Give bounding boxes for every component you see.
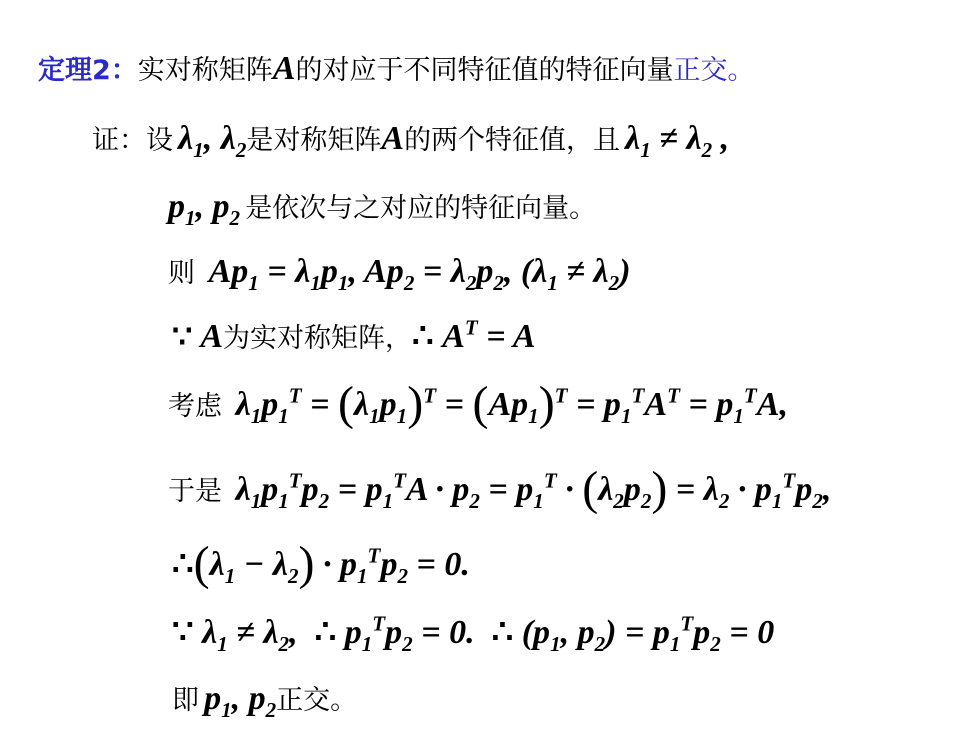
proof-text-2: 的两个特征值，且 (404, 125, 621, 156)
conclusion-vectors: $p_1$, $p_2$ (204, 680, 277, 722)
proof-line-3 (168, 253, 631, 295)
theorem-text: 实对称矩阵 (137, 55, 273, 86)
theorem-text-2: 的对应于不同特征值的特征向量 (295, 55, 674, 86)
matrix-a: A (200, 318, 224, 355)
then-label: 则 (168, 258, 195, 289)
eigen-equations: $Ap_1 = \lambda_1p_1$, $Ap_2 = \lambda_2p_2$, $(\lambda_1 \ne \lambda_2)$ (200, 253, 631, 295)
proof-line-5 (168, 377, 788, 430)
proof-line-6 (168, 462, 832, 515)
thus-label: 于是 (168, 476, 222, 507)
consider-label: 考虑 (168, 391, 222, 422)
therefore-formula: $\therefore(\lambda_1 - \lambda_2) \cdot p_1^Tp_2 = 0$. (172, 537, 470, 590)
because-symbol: ∵ (172, 318, 201, 354)
inequality-formula: $\lambda_1 \ne \lambda_2$ , (625, 120, 730, 162)
proof-line-4 (172, 315, 536, 355)
theorem-highlight: 正交。 (673, 55, 755, 86)
matrix-a: A (381, 120, 405, 157)
because-text: 为实对称矩阵， (223, 323, 413, 354)
proof-prefix: 证：设 (92, 125, 173, 156)
proof-line-7 (172, 537, 470, 590)
conclusion-text: 正交。 (276, 685, 358, 716)
conclusion-label: 即 (172, 685, 199, 716)
vectors-formula: $p_1$, $p_2$ (168, 188, 241, 230)
matrix-a: A (272, 50, 296, 87)
proof-text-1: 是对称矩阵 (246, 125, 382, 156)
proof-line-1 (92, 120, 730, 162)
theorem-line (38, 52, 754, 86)
transpose-equation: ∴ $A^T = A$ (412, 315, 536, 355)
theorem-label: 定理2： (38, 55, 138, 86)
eigenvalues-formula: $\lambda_1$, $\lambda_2$ (178, 120, 247, 162)
consider-formula: $\lambda_1p_1^T = (\lambda_1p_1)^T = (Ap_1)^T = p_1^TA^T = p_1^TA$, (227, 377, 788, 430)
proof-line-2 (168, 188, 597, 230)
proof-line-9 (172, 680, 358, 722)
proof-text-3: 是依次与之对应的特征向量。 (245, 193, 597, 224)
proof-line-8 (172, 611, 775, 656)
thus-formula: $\lambda_1p_1^Tp_2 = p_1^TA \cdot p_2 = p_1^T \cdot (\lambda_2p_2) = \lambda_2 \cdot p_1^Tp_2$, (227, 462, 832, 515)
final-formula: ∵ $\lambda_1 \ne \lambda_2$, ∴ $p_1^Tp_2 = 0$. ∴ ($p_1$, $p_2) = p_1^Tp_2 = 0$ (172, 611, 775, 656)
